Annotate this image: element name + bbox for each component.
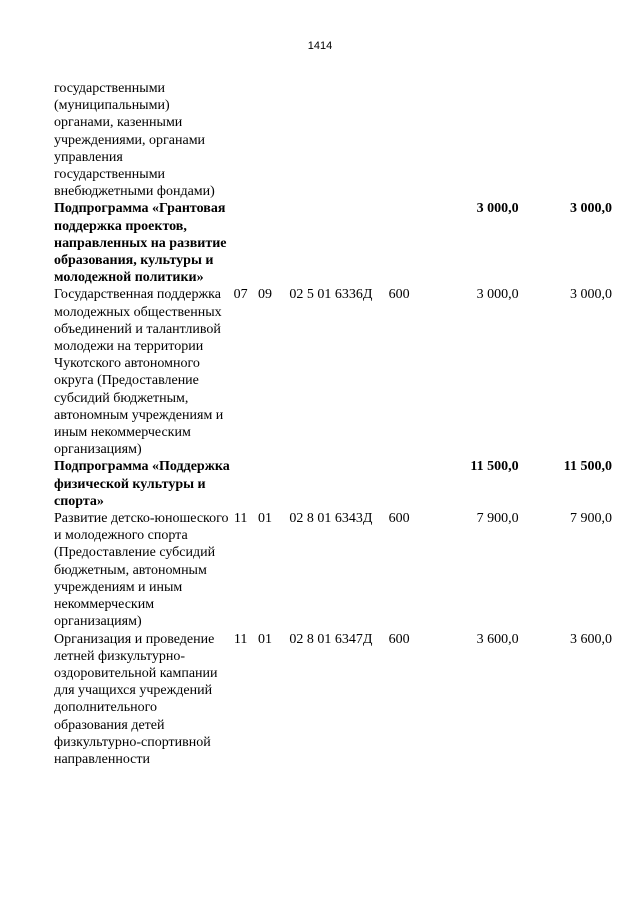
row-sum-2: 3 000,0 bbox=[570, 287, 612, 303]
row-name: Подпрограмма «Поддержка физической культуры и спорта» bbox=[54, 459, 230, 509]
page-number: 1414 bbox=[307, 40, 333, 52]
row-target-article: 02 8 01 6347Д bbox=[289, 631, 373, 647]
row-sum-2 bbox=[519, 80, 612, 200]
row-sum-2: 3 600,0 bbox=[570, 631, 612, 647]
row-sum-2: 3 000,0 bbox=[570, 201, 612, 217]
row-subsection: 01 bbox=[258, 631, 272, 647]
row-target-article: 02 5 01 6336Д bbox=[289, 287, 373, 303]
row-target-article bbox=[279, 200, 382, 286]
row-section bbox=[231, 458, 251, 510]
row-sum-1: 3 000,0 bbox=[476, 287, 519, 303]
row-sum-1: 3 600,0 bbox=[476, 631, 519, 647]
row-name: Государственная поддержка молодежных общественных объединений и талантливой молодежи на территории Чукотского автономного округа (Предоставление субсидий бюджетным, автономным учреждениям и иным некоммерческим организациям) bbox=[54, 287, 224, 458]
table-row bbox=[54, 510, 612, 630]
row-expense-type: 600 bbox=[388, 631, 410, 647]
row-expense-type bbox=[383, 458, 426, 510]
row-subsection: 09 bbox=[258, 287, 272, 303]
table-row bbox=[54, 631, 612, 769]
row-name: Организация и проведение летней физкультурно-оздоровительной кампании для учащихся учреждений дополнительного образования детей физкультурно-спортивной направленности bbox=[54, 631, 218, 767]
row-sum-1: 7 900,0 bbox=[476, 511, 519, 527]
table-row bbox=[54, 200, 612, 286]
row-sum-1: 3 000,0 bbox=[476, 201, 519, 217]
row-sum-1: 11 500,0 bbox=[470, 459, 519, 475]
row-target-article bbox=[279, 458, 382, 510]
row-name: Подпрограмма «Грантовая поддержка проектов, направленных на развитие образования, культуры и молодежной политики» bbox=[54, 201, 227, 286]
row-subsection bbox=[251, 458, 279, 510]
row-section: 07 bbox=[233, 287, 248, 303]
row-section bbox=[231, 80, 251, 200]
budget-table bbox=[54, 80, 612, 768]
row-sum-2: 7 900,0 bbox=[570, 511, 612, 527]
row-subsection bbox=[251, 200, 279, 286]
row-target-article bbox=[279, 80, 382, 200]
row-expense-type: 600 bbox=[388, 287, 410, 303]
row-subsection bbox=[251, 80, 279, 200]
row-sum-2: 11 500,0 bbox=[563, 459, 612, 475]
row-section: 11 bbox=[233, 631, 248, 647]
row-expense-type bbox=[383, 80, 426, 200]
row-sum-1 bbox=[425, 80, 518, 200]
row-name: Развитие детско-юношеского и молодежного спорта (Предоставление субсидий бюджетным, автономным учреждениям и иным некоммерческим организациям) bbox=[54, 511, 229, 630]
row-name: государственными (муниципальными) органами, казенными учреждениями, органами управления государственными внебюджетными фондами) bbox=[54, 81, 215, 200]
row-subsection: 01 bbox=[258, 511, 272, 527]
table-row bbox=[54, 80, 612, 200]
table-row bbox=[54, 286, 612, 458]
row-expense-type: 600 bbox=[388, 511, 410, 527]
row-target-article: 02 8 01 6343Д bbox=[289, 511, 373, 527]
row-section bbox=[231, 200, 251, 286]
row-section: 11 bbox=[233, 511, 248, 527]
row-expense-type bbox=[383, 200, 426, 286]
table-row bbox=[54, 458, 612, 510]
